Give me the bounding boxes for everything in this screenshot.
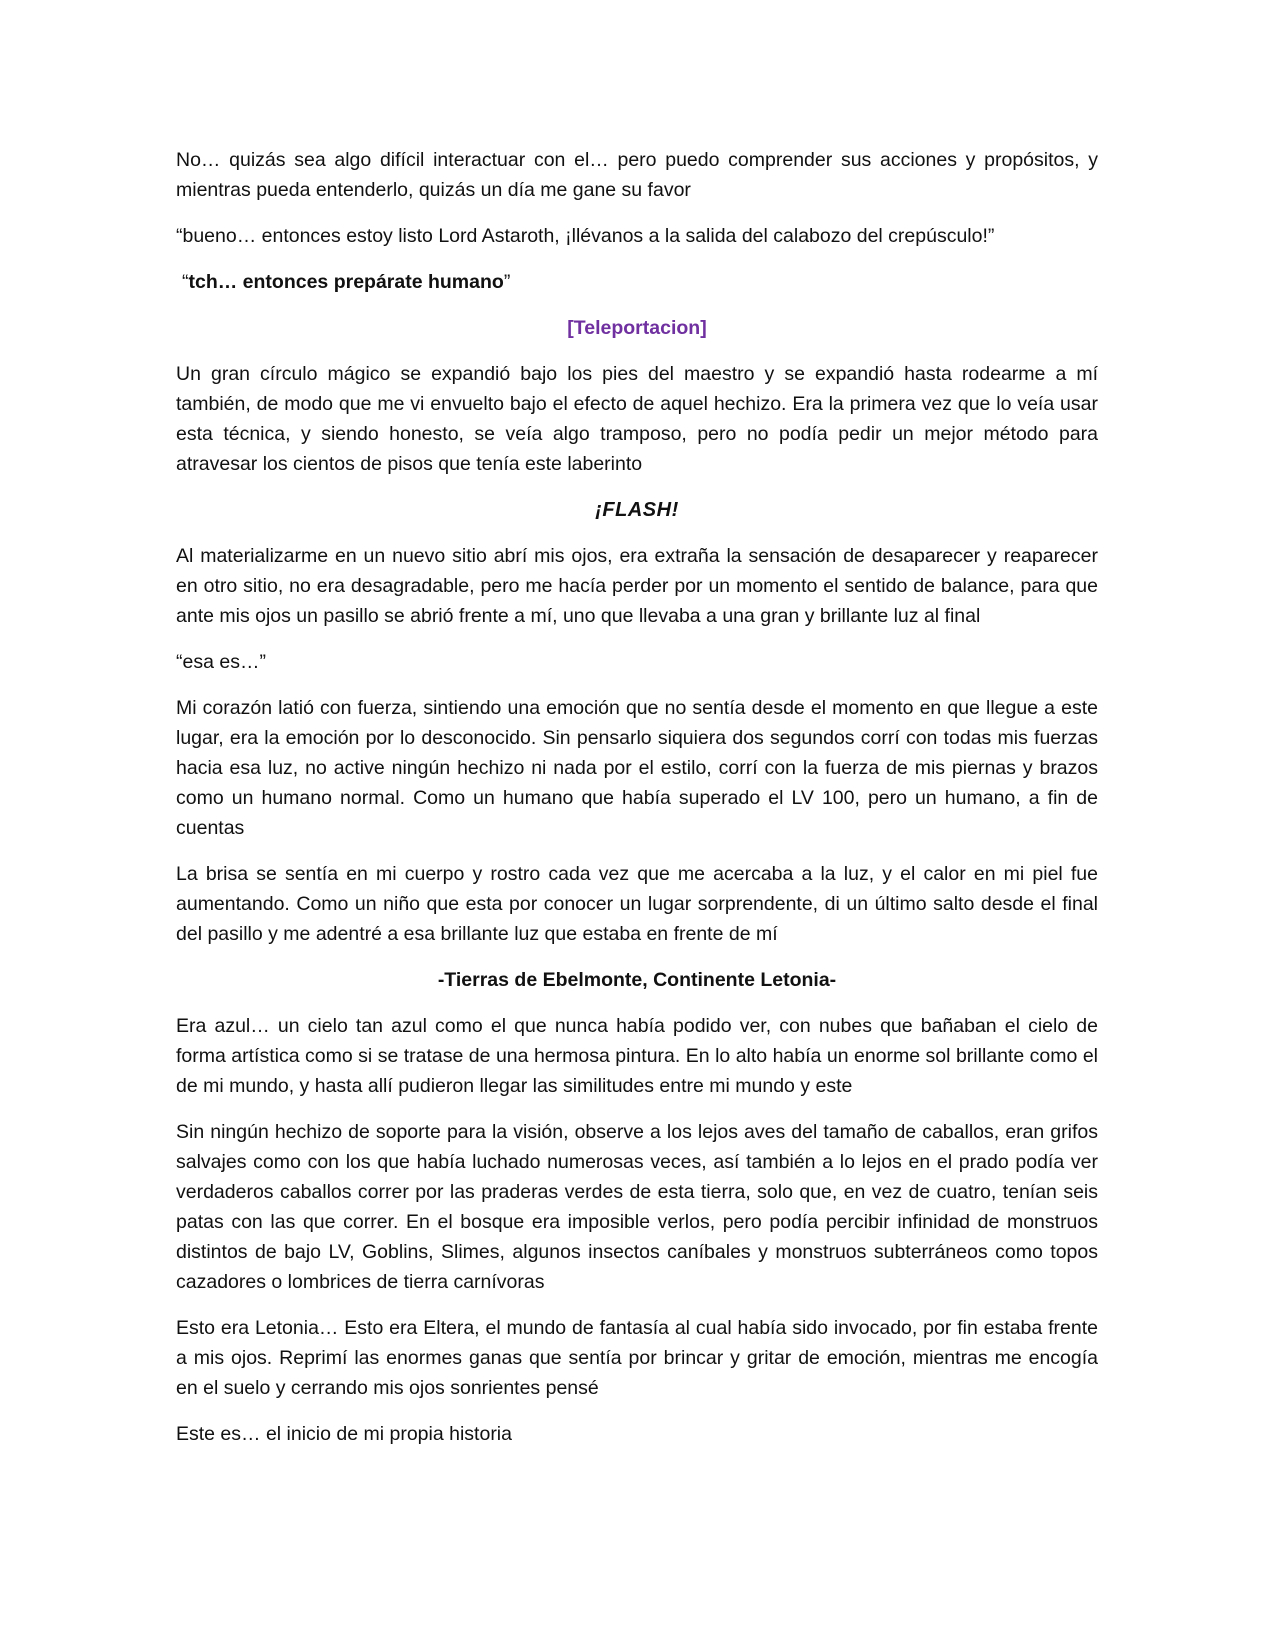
dialogue-esa-es: “esa es…” <box>176 651 266 673</box>
paragraph-sky: Era azul… un cielo tan azul como el que nunca había podido ver, con nubes que bañaban el cielo de forma artística como si se tratase de una hermosa pintura. En lo alto había un enorme sol brillante como el de mi mundo, y hasta allí pudieron llegar las similitudes entre mi mundo y este <box>176 1015 1098 1097</box>
paragraph-creatures: Sin ningún hechizo de soporte para la visión, observe a los lejos aves del tamaño de caballos, eran grifos salvajes como con los que había luchado numerosas veces, así también a lo lejos en el prado podía ver verdaderos caballos correr por las praderas verdes de esta tierra, solo que, en vez de cuatro, tenían seis patas con las que correr. En el bosque era imposible verlos, pero podía percibir infinidad de monstruos distintos de bajo LV, Goblins, Slimes, algunos insectos caníbales y monstruos subterráneos como topos cazadores o lombrices de tierra carnívoras <box>176 1121 1098 1293</box>
paragraph-heart: Mi corazón latió con fuerza, sintiendo una emoción que no sentía desde el momento en que llegue a este lugar, era la emoción por lo desconocido. Sin pensarlo siquiera dos segundos corrí con todas mis fuerzas hacia esa luz, no active ningún hechizo ni nada por el estilo, corrí con la fuerza de mis piernas y brazos como un humano normal. Como un humano que había superado el LV 100, pero un humano, a fin de cuentas <box>176 697 1098 839</box>
location-heading: -Tierras de Ebelmonte, Continente Letonia- <box>437 969 837 991</box>
paragraph-breeze: La brisa se sentía en mi cuerpo y rostro cada vez que me acercaba a la luz, y el calor en mi piel fue aumentando. Como un niño que esta por conocer un lugar sorprendente, di un último salto desde el final del pasillo y me adentré a esa brillante luz que estaba en frente de mí <box>176 863 1098 945</box>
flash-sound-effect: ¡FLASH! <box>595 499 679 521</box>
dialogue-astaroth <box>176 267 1098 297</box>
spell-name: [Teleportacion] <box>567 317 707 339</box>
paragraph-letonia: Esto era Letonia… Esto era Eltera, el mundo de fantasía al cual había sido invocado, por fin estaba frente a mis ojos. Reprimí las enormes ganas que sentía por brincar y gritar de emoción, mientras me encogía en el suelo y cerrando mis ojos sonrientes pensé <box>176 1317 1098 1399</box>
dialogue-hero: “bueno… entonces estoy listo Lord Astaroth, ¡llévanos a la salida del calabozo del crepúsculo!” <box>176 225 995 247</box>
paragraph-materialize: Al materializarme en un nuevo sitio abrí mis ojos, era extraña la sensación de desaparecer y reaparecer en otro sitio, no era desagradable, pero me hacía perder por un momento el sentido de balance, para que ante mis ojos un pasillo se abrió frente a mí, uno que llevaba a una gran y brillante luz al final <box>176 545 1098 627</box>
paragraph-final: Este es… el inicio de mi propia historia <box>176 1423 512 1445</box>
open-quote: “ <box>182 271 189 293</box>
document-body <box>176 145 1098 1465</box>
close-quote: ” <box>503 271 511 293</box>
astaroth-line: tch… entonces prepárate humano <box>188 271 504 293</box>
paragraph-1: No… quizás sea algo difícil interactuar con el… pero puedo comprender sus acciones y propósitos, y mientras pueda entenderlo, quizás un día me gane su favor <box>176 149 1098 201</box>
paragraph-teleport: Un gran círculo mágico se expandió bajo los pies del maestro y se expandió hasta rodearme a mí también, de modo que me vi envuelto bajo el efecto de aquel hechizo. Era la primera vez que lo veía usar esta técnica, y siendo honesto, se veía algo tramposo, pero no podía pedir un mejor método para atravesar los cientos de pisos que tenía este laberinto <box>176 363 1098 475</box>
